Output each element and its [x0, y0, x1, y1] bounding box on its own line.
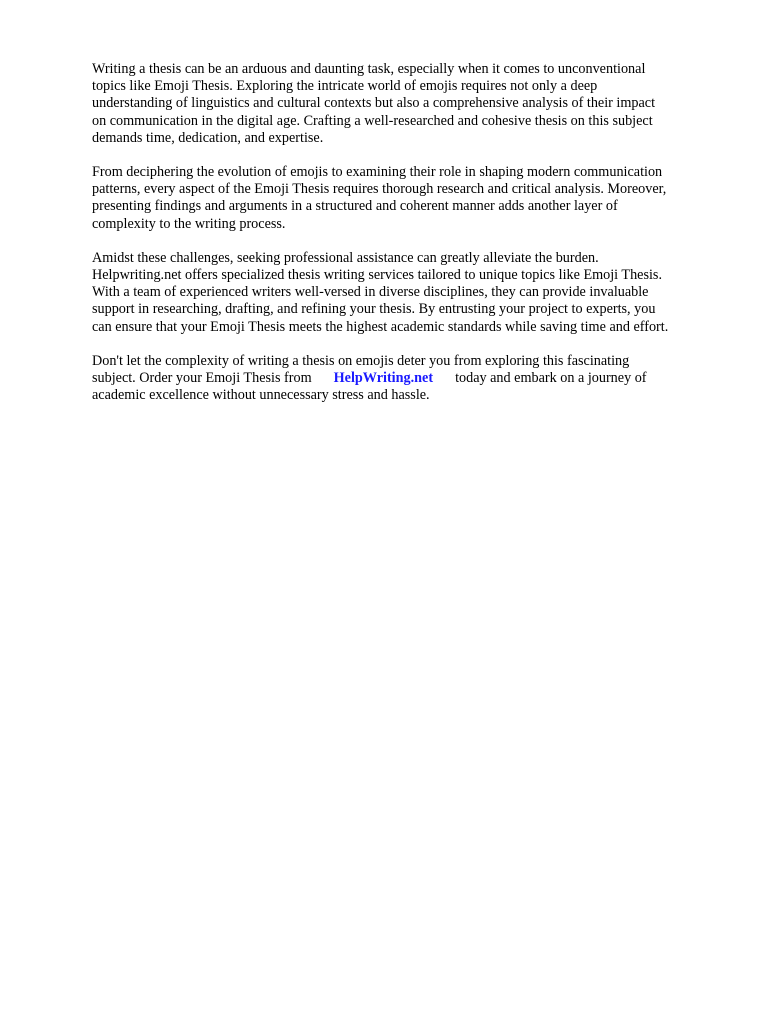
text-segment: subject. Order your Emoji Thesis from	[92, 370, 312, 387]
text-line: academic excellence without unnecessary stress and hassle.	[92, 387, 430, 404]
text-line: With a team of experienced writers well-versed in diverse disciplines, they can provide invaluable	[92, 284, 649, 301]
text-line: Amidst these challenges, seeking professional assistance can greatly alleviate the burden.	[92, 249, 599, 266]
text-line: presenting findings and arguments in a structured and coherent manner adds another layer of	[92, 198, 618, 215]
text-line: Helpwriting.net offers specialized thesis writing services tailored to unique topics like Emoji Thesis.	[92, 267, 663, 284]
document-page	[92, 61, 732, 421]
text-line: complexity to the writing process.	[92, 215, 286, 232]
text-line: topics like Emoji Thesis. Exploring the intricate world of emojis requires not only a deep	[92, 78, 598, 95]
text-line: understanding of linguistics and cultural contexts but also a comprehensive analysis of their impact	[92, 95, 656, 112]
text-line-with-link	[92, 370, 732, 387]
paragraph-call-to-action	[92, 353, 732, 405]
text-line: patterns, every aspect of the Emoji Thesis requires thorough research and critical analysis. Moreover,	[92, 181, 667, 198]
text-line: Don't let the complexity of writing a thesis on emojis deter you from exploring this fascinating	[92, 352, 630, 369]
paragraph-evolution	[92, 164, 732, 233]
text-line: From deciphering the evolution of emojis to examining their role in shaping modern communication	[92, 164, 663, 181]
text-line: demands time, dedication, and expertise.	[92, 129, 324, 146]
text-line: support in researching, drafting, and refining your thesis. By entrusting your project to experts, you	[92, 301, 656, 318]
text-segment: today and embark on a journey of	[455, 370, 647, 387]
helpwriting-link[interactable]: HelpWriting.net	[333, 370, 434, 387]
text-line: Writing a thesis can be an arduous and daunting task, especially when it comes to unconventional	[92, 61, 646, 77]
text-line: can ensure that your Emoji Thesis meets the highest academic standards while saving time and effort.	[92, 318, 669, 335]
paragraph-intro	[92, 61, 732, 147]
paragraph-assistance	[92, 250, 732, 336]
text-line: on communication in the digital age. Crafting a well-researched and cohesive thesis on this subject	[92, 112, 653, 129]
